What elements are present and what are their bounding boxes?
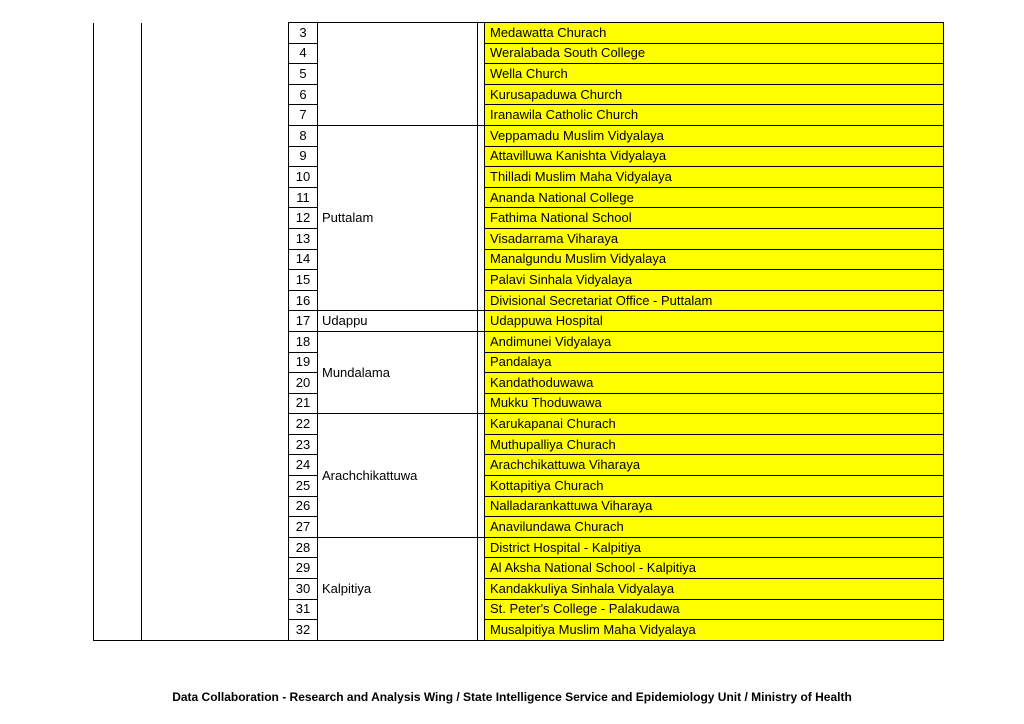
region-cell: [142, 599, 289, 620]
center-name-cell: Karukapanai Churach: [485, 414, 944, 435]
region-cell: [142, 476, 289, 497]
district-cell: [94, 311, 142, 332]
table-row: [94, 393, 944, 414]
district-cell: [94, 352, 142, 373]
center-name-cell: St. Peter's College - Palakudawa: [485, 599, 944, 620]
district-cell: [94, 496, 142, 517]
region-cell: [142, 187, 289, 208]
district-cell: [94, 517, 142, 538]
row-number: 9: [289, 146, 318, 167]
region-cell: [142, 352, 289, 373]
row-number: 31: [289, 599, 318, 620]
row-number: 22: [289, 414, 318, 435]
region-cell: [142, 64, 289, 85]
district-cell: [94, 270, 142, 291]
row-number: 30: [289, 579, 318, 600]
region-cell: [142, 496, 289, 517]
district-cell: [94, 476, 142, 497]
region-cell: [142, 270, 289, 291]
center-name-cell: District Hospital - Kalpitiya: [485, 537, 944, 558]
region-cell: [142, 558, 289, 579]
table-row: [94, 517, 944, 538]
district-cell: [94, 228, 142, 249]
center-name-cell: Kandakkuliya Sinhala Vidyalaya: [485, 579, 944, 600]
district-cell: [94, 393, 142, 414]
row-number: 3: [289, 23, 318, 44]
district-cell: [94, 537, 142, 558]
spacer-cell: [478, 311, 485, 332]
center-name-cell: Al Aksha National School - Kalpitiya: [485, 558, 944, 579]
district-cell: [94, 249, 142, 270]
center-name-cell: Visadarrama Viharaya: [485, 228, 944, 249]
row-number: 28: [289, 537, 318, 558]
district-cell: [94, 187, 142, 208]
table-row: [94, 311, 944, 332]
region-cell: [142, 146, 289, 167]
center-name-cell: Medawatta Churach: [485, 23, 944, 44]
region-cell: [142, 105, 289, 126]
division-cell: Mundalama: [318, 331, 478, 413]
district-cell: [94, 373, 142, 394]
table-body: [94, 23, 944, 641]
row-number: 7: [289, 105, 318, 126]
table-row: [94, 187, 944, 208]
district-cell: [94, 599, 142, 620]
center-name-cell: Attavilluwa Kanishta Vidyalaya: [485, 146, 944, 167]
row-number: 24: [289, 455, 318, 476]
table-row: [94, 105, 944, 126]
region-cell: [142, 537, 289, 558]
region-cell: [142, 579, 289, 600]
region-cell: [142, 517, 289, 538]
region-cell: [142, 125, 289, 146]
center-name-cell: Weralabada South College: [485, 43, 944, 64]
division-cell: Arachchikattuwa: [318, 414, 478, 538]
row-number: 17: [289, 311, 318, 332]
center-name-cell: Thilladi Muslim Maha Vidyalaya: [485, 167, 944, 188]
center-name-cell: Kurusapaduwa Church: [485, 84, 944, 105]
row-number: 12: [289, 208, 318, 229]
center-name-cell: Anavilundawa Churach: [485, 517, 944, 538]
table-row: [94, 455, 944, 476]
division-cell: Kalpitiya: [318, 537, 478, 640]
district-cell: [94, 43, 142, 64]
division-cell: [318, 23, 478, 126]
spacer-cell: [478, 23, 485, 126]
center-name-cell: Kottapitiya Churach: [485, 476, 944, 497]
table-row: [94, 579, 944, 600]
center-name-cell: Wella Church: [485, 64, 944, 85]
table-row: [94, 496, 944, 517]
district-cell: [94, 23, 142, 44]
center-name-cell: Udappuwa Hospital: [485, 311, 944, 332]
region-cell: [142, 228, 289, 249]
district-cell: [94, 455, 142, 476]
row-number: 32: [289, 620, 318, 641]
row-number: 19: [289, 352, 318, 373]
center-name-cell: Manalgundu Muslim Vidyalaya: [485, 249, 944, 270]
spacer-cell: [478, 537, 485, 640]
table-row: [94, 331, 944, 352]
center-name-cell: Palavi Sinhala Vidyalaya: [485, 270, 944, 291]
center-name-cell: Muthupalliya Churach: [485, 434, 944, 455]
region-cell: [142, 331, 289, 352]
row-number: 25: [289, 476, 318, 497]
district-cell: [94, 167, 142, 188]
center-name-cell: Pandalaya: [485, 352, 944, 373]
division-cell: Udappu: [318, 311, 478, 332]
district-cell: [94, 125, 142, 146]
table-row: [94, 373, 944, 394]
region-cell: [142, 373, 289, 394]
table-row: [94, 23, 944, 44]
row-number: 16: [289, 290, 318, 311]
table-row: [94, 558, 944, 579]
table-row: [94, 146, 944, 167]
row-number: 20: [289, 373, 318, 394]
table-row: [94, 208, 944, 229]
district-cell: [94, 331, 142, 352]
table-row: [94, 537, 944, 558]
table-row: [94, 43, 944, 64]
row-number: 14: [289, 249, 318, 270]
region-cell: [142, 311, 289, 332]
table-row: [94, 620, 944, 641]
district-cell: [94, 64, 142, 85]
center-name-cell: Ananda National College: [485, 187, 944, 208]
table-row: [94, 249, 944, 270]
vaccination-centers-table: [93, 22, 944, 641]
district-cell: [94, 146, 142, 167]
table-row: [94, 64, 944, 85]
row-number: 29: [289, 558, 318, 579]
table-row: [94, 84, 944, 105]
region-cell: [142, 167, 289, 188]
row-number: 27: [289, 517, 318, 538]
center-name-cell: Musalpitiya Muslim Maha Vidyalaya: [485, 620, 944, 641]
spacer-cell: [478, 331, 485, 413]
row-number: 18: [289, 331, 318, 352]
row-number: 23: [289, 434, 318, 455]
spacer-cell: [478, 125, 485, 310]
row-number: 11: [289, 187, 318, 208]
row-number: 26: [289, 496, 318, 517]
region-cell: [142, 208, 289, 229]
table-row: [94, 167, 944, 188]
district-cell: [94, 105, 142, 126]
district-cell: [94, 290, 142, 311]
row-number: 13: [289, 228, 318, 249]
table-row: [94, 290, 944, 311]
spacer-cell: [478, 414, 485, 538]
row-number: 4: [289, 43, 318, 64]
table-row: [94, 414, 944, 435]
row-number: 15: [289, 270, 318, 291]
center-name-cell: Kandathoduwawa: [485, 373, 944, 394]
region-cell: [142, 434, 289, 455]
district-cell: [94, 579, 142, 600]
region-cell: [142, 620, 289, 641]
center-name-cell: Nalladarankattuwa Viharaya: [485, 496, 944, 517]
table-row: [94, 352, 944, 373]
table-row: [94, 270, 944, 291]
district-cell: [94, 620, 142, 641]
district-cell: [94, 208, 142, 229]
row-number: 21: [289, 393, 318, 414]
table-row: [94, 476, 944, 497]
table-row: [94, 599, 944, 620]
row-number: 8: [289, 125, 318, 146]
district-cell: [94, 84, 142, 105]
region-cell: [142, 43, 289, 64]
region-cell: [142, 455, 289, 476]
region-cell: [142, 414, 289, 435]
district-cell: [94, 434, 142, 455]
table-row: [94, 125, 944, 146]
page-footer: Data Collaboration - Research and Analysis Wing / State Intelligence Service and Epidemiology Unit / Ministry of Health: [172, 690, 852, 704]
district-cell: [94, 558, 142, 579]
region-cell: [142, 84, 289, 105]
region-cell: [142, 290, 289, 311]
district-cell: [94, 414, 142, 435]
region-cell: [142, 249, 289, 270]
center-name-cell: Andimunei Vidyalaya: [485, 331, 944, 352]
region-cell: [142, 23, 289, 44]
region-cell: [142, 393, 289, 414]
center-name-cell: Arachchikattuwa Viharaya: [485, 455, 944, 476]
row-number: 6: [289, 84, 318, 105]
center-name-cell: Mukku Thoduwawa: [485, 393, 944, 414]
division-cell: Puttalam: [318, 125, 478, 310]
table-row: [94, 228, 944, 249]
center-name-cell: Veppamadu Muslim Vidyalaya: [485, 125, 944, 146]
center-name-cell: Iranawila Catholic Church: [485, 105, 944, 126]
center-name-cell: Divisional Secretariat Office - Puttalam: [485, 290, 944, 311]
table-row: [94, 434, 944, 455]
row-number: 5: [289, 64, 318, 85]
center-name-cell: Fathima National School: [485, 208, 944, 229]
row-number: 10: [289, 167, 318, 188]
